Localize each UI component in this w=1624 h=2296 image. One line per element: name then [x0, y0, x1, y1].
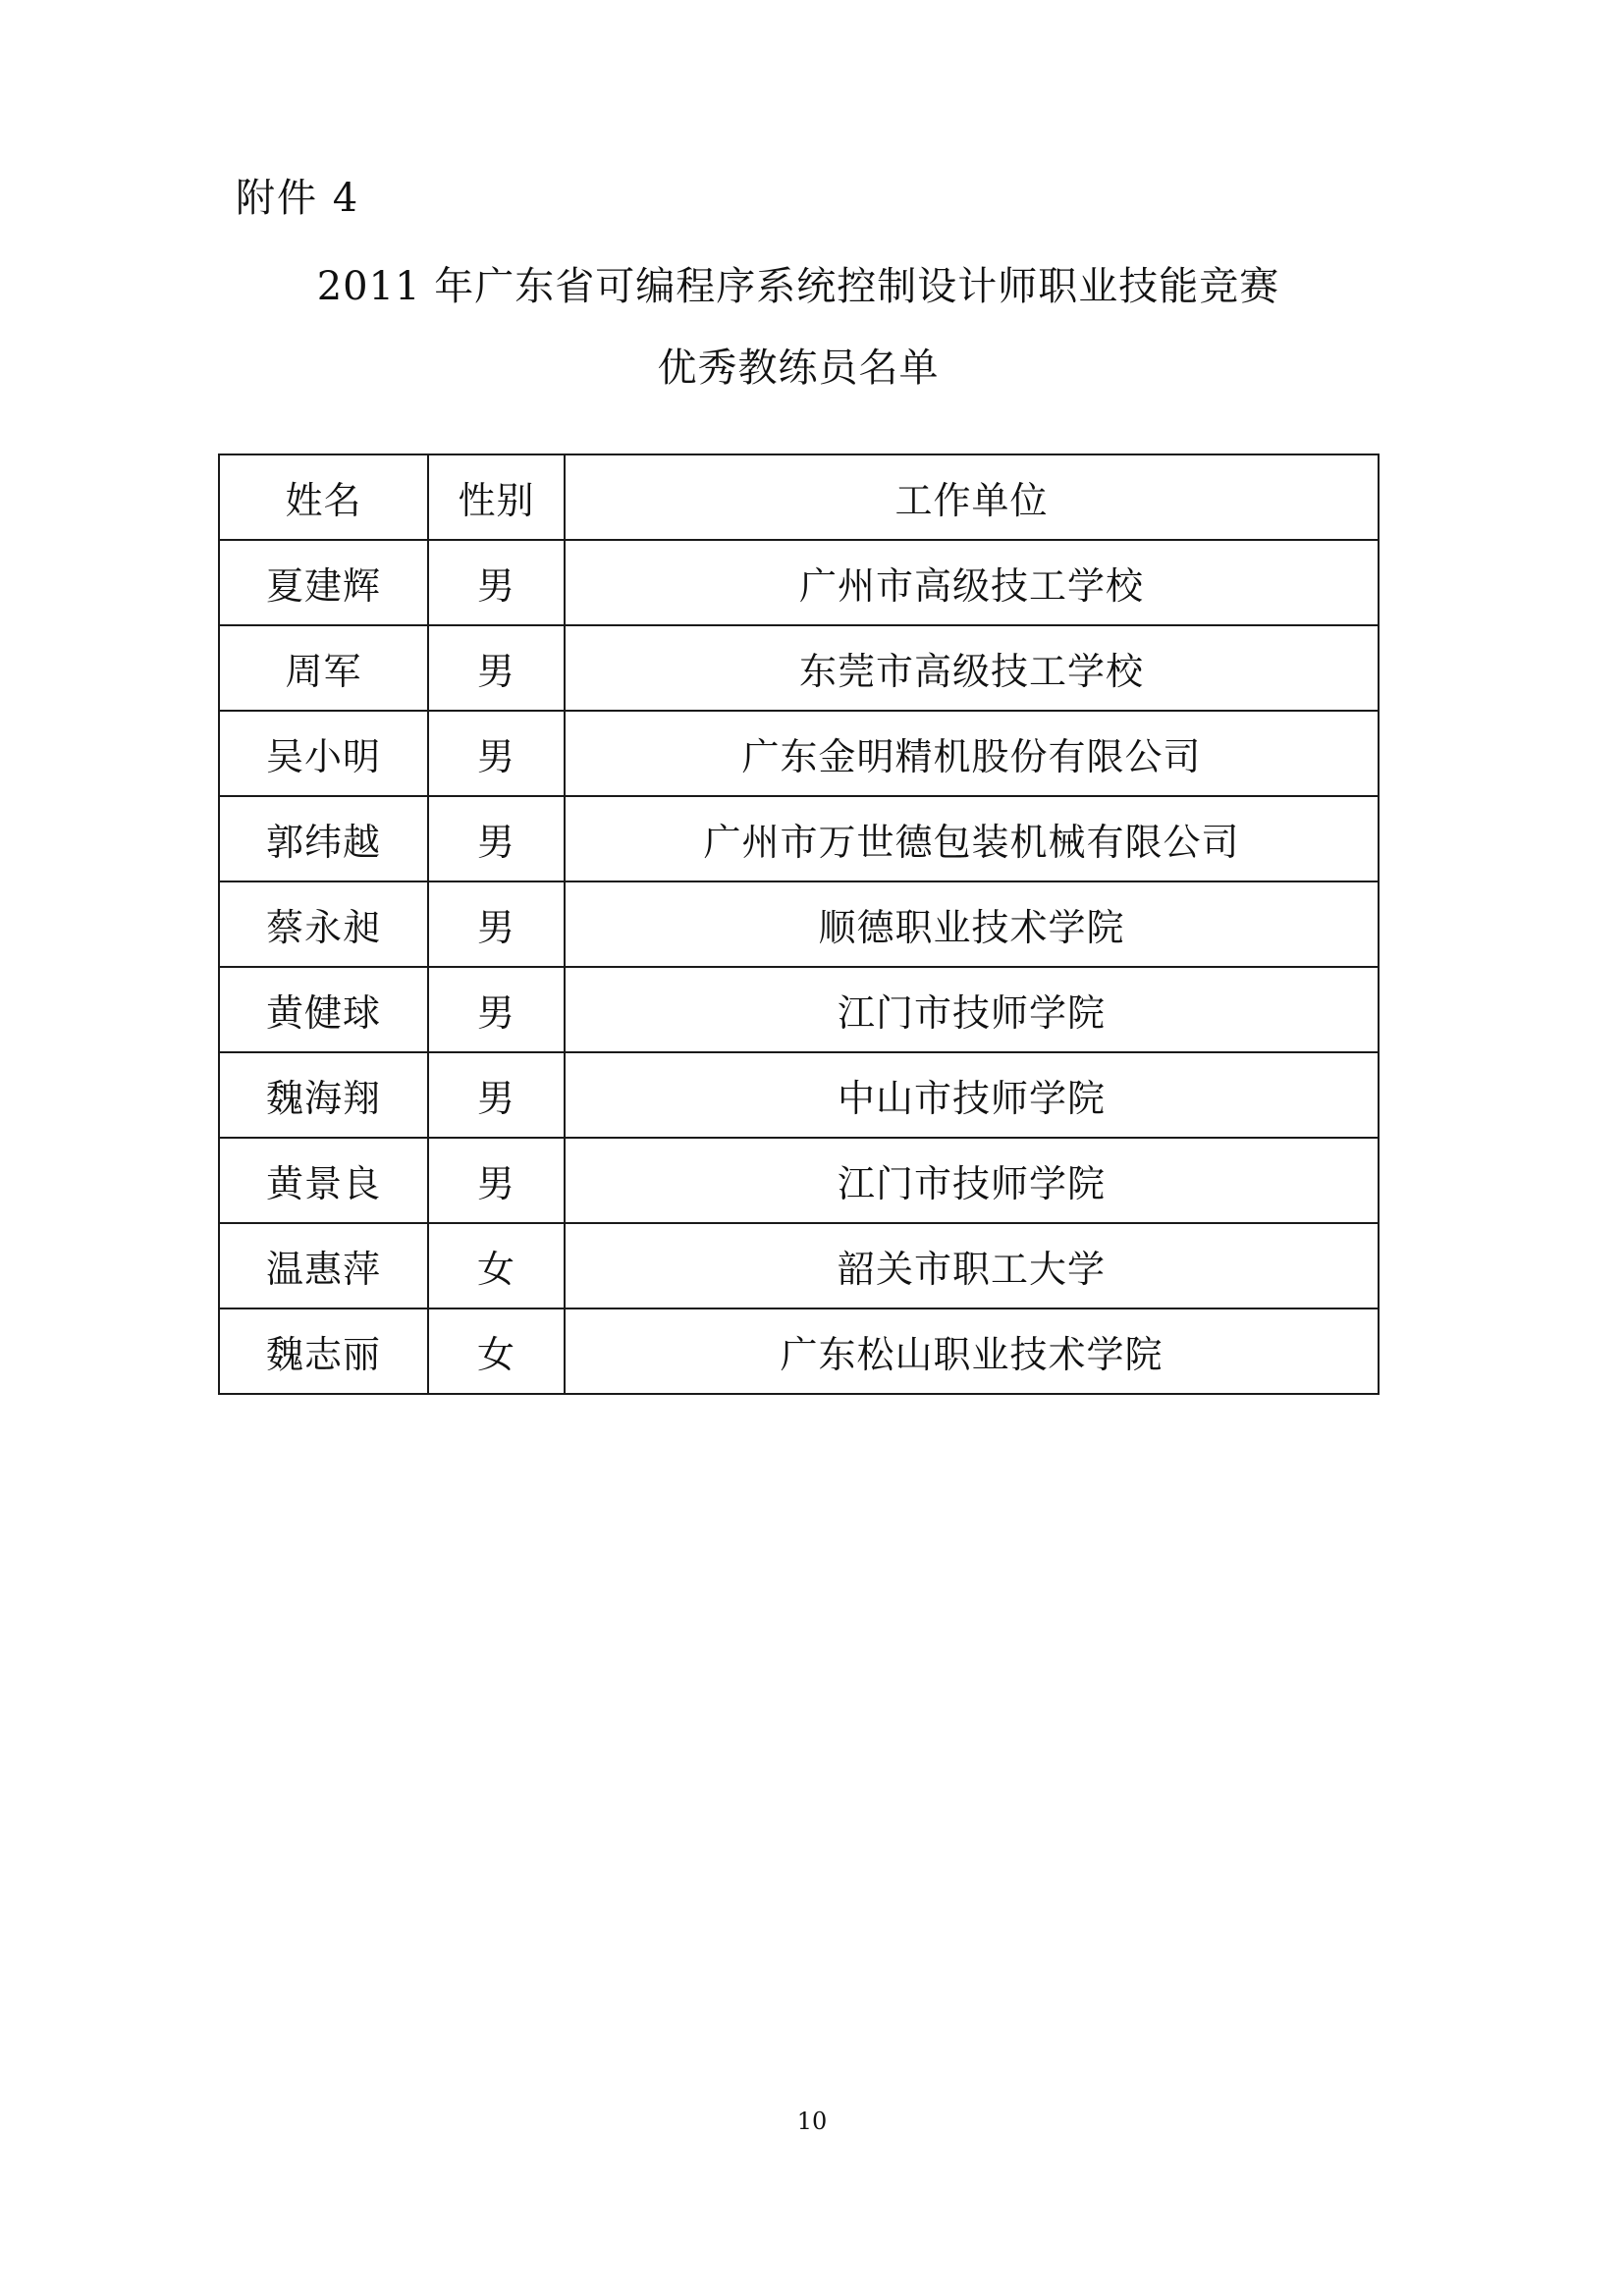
cell-name: 魏海翔: [219, 1052, 428, 1138]
document-subtitle: 优秀教练员名单: [657, 346, 940, 391]
cell-name: 吴小明: [219, 711, 428, 796]
cell-unit: 广东松山职业技术学院: [565, 1308, 1379, 1394]
cell-name: 黄景良: [219, 1138, 428, 1223]
cell-name: 黄健球: [219, 967, 428, 1052]
coach-roster-table: [218, 454, 1380, 1395]
table-row: [219, 967, 1379, 1052]
cell-name: 郭纬越: [219, 796, 428, 881]
cell-unit: 韶关市职工大学: [565, 1223, 1379, 1308]
cell-name: 魏志丽: [219, 1308, 428, 1394]
table-row: [219, 1052, 1379, 1138]
page-number: 10: [796, 2108, 828, 2135]
cell-unit: 广州市高级技工学校: [565, 540, 1379, 625]
header-unit: 工作单位: [565, 454, 1379, 540]
table-row: [219, 1223, 1379, 1308]
cell-unit: 东莞市高级技工学校: [565, 625, 1379, 711]
cell-gender: 男: [428, 1052, 565, 1138]
cell-gender: 男: [428, 711, 565, 796]
table-row: [219, 796, 1379, 881]
table-row: [219, 540, 1379, 625]
table-row: [219, 711, 1379, 796]
cell-name: 蔡永昶: [219, 881, 428, 967]
table-row: [219, 881, 1379, 967]
cell-unit: 顺德职业技术学院: [565, 881, 1379, 967]
cell-unit: 广东金明精机股份有限公司: [565, 711, 1379, 796]
cell-unit: 江门市技师学院: [565, 1138, 1379, 1223]
table-row: [219, 625, 1379, 711]
cell-gender: 男: [428, 540, 565, 625]
cell-gender: 男: [428, 967, 565, 1052]
attachment-label: 附件 4: [236, 176, 360, 221]
cell-unit: 江门市技师学院: [565, 967, 1379, 1052]
cell-name: 周军: [219, 625, 428, 711]
table-row: [219, 1138, 1379, 1223]
cell-unit: 中山市技师学院: [565, 1052, 1379, 1138]
cell-gender: 男: [428, 625, 565, 711]
cell-gender: 男: [428, 881, 565, 967]
document-title: 2011 年广东省可编程序系统控制设计师职业技能竞赛: [316, 264, 1280, 309]
cell-gender: 男: [428, 1138, 565, 1223]
cell-gender: 女: [428, 1308, 565, 1394]
header-name: 姓名: [219, 454, 428, 540]
cell-name: 温惠萍: [219, 1223, 428, 1308]
header-gender: 性别: [428, 454, 565, 540]
cell-gender: 女: [428, 1223, 565, 1308]
table-row: [219, 1308, 1379, 1394]
cell-name: 夏建辉: [219, 540, 428, 625]
table-header-row: [219, 454, 1379, 540]
cell-unit: 广州市万世德包装机械有限公司: [565, 796, 1379, 881]
cell-gender: 男: [428, 796, 565, 881]
